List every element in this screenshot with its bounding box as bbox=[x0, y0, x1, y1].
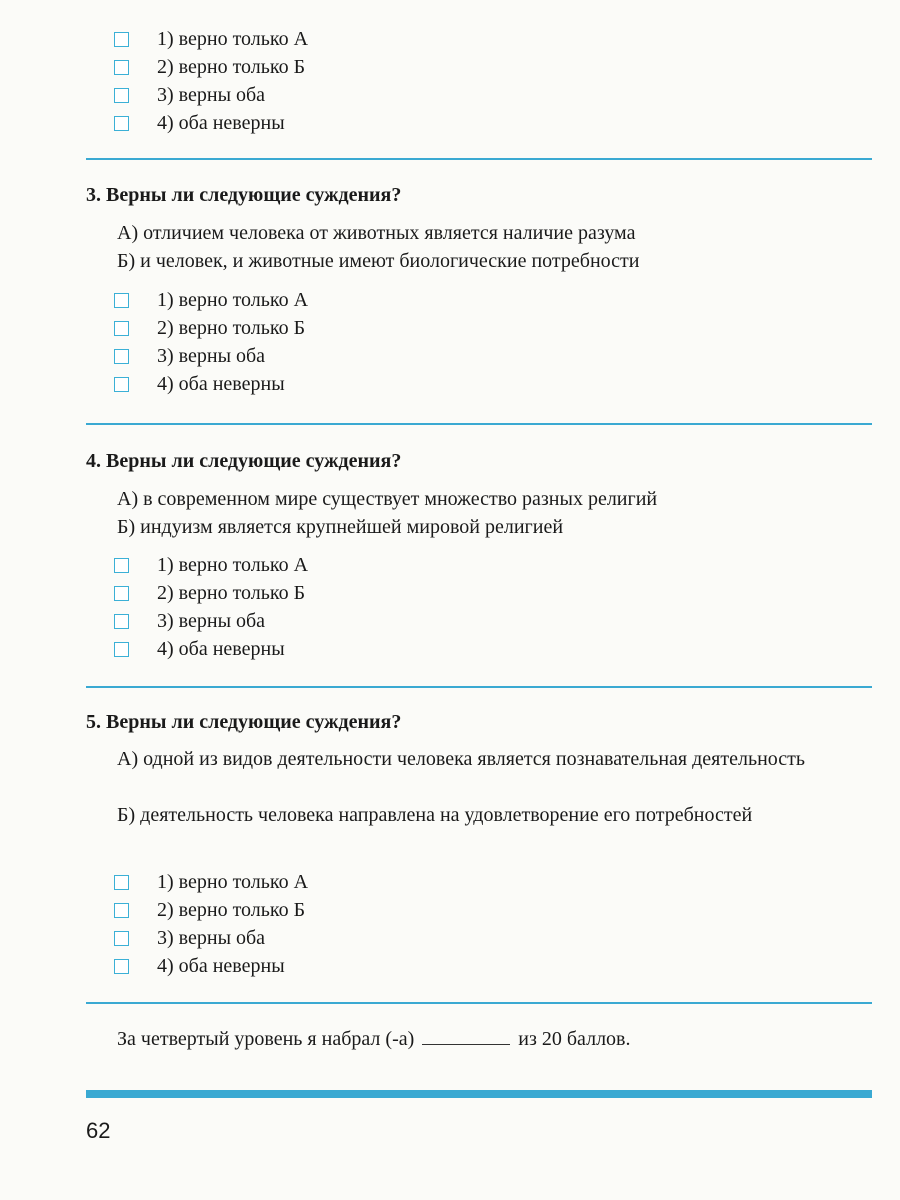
checkbox[interactable] bbox=[114, 903, 129, 918]
checkbox[interactable] bbox=[114, 959, 129, 974]
checkbox[interactable] bbox=[114, 321, 129, 336]
q4-title: 4. Верны ли следующие суждения? bbox=[86, 450, 402, 472]
checkbox[interactable] bbox=[114, 642, 129, 657]
section-divider bbox=[86, 423, 872, 425]
section-divider bbox=[86, 1002, 872, 1004]
score-prefix: За четвертый уровень я набрал (-а) bbox=[117, 1028, 415, 1050]
q5-title: 5. Верны ли следующие суждения? bbox=[86, 711, 402, 733]
checkbox[interactable] bbox=[114, 377, 129, 392]
checkbox[interactable] bbox=[114, 60, 129, 75]
checkbox[interactable] bbox=[114, 614, 129, 629]
q5-statement-b: Б) деятельность человека направлена на удовлетворение его потребностей bbox=[117, 804, 753, 826]
section-divider bbox=[86, 686, 872, 688]
checkbox[interactable] bbox=[114, 875, 129, 890]
score-line bbox=[117, 1028, 631, 1051]
checkbox[interactable] bbox=[114, 931, 129, 946]
score-suffix: из 20 баллов. bbox=[518, 1028, 631, 1050]
checkbox[interactable] bbox=[114, 558, 129, 573]
page-number: 62 bbox=[86, 1118, 111, 1143]
checkbox[interactable] bbox=[114, 116, 129, 131]
q4-statement-b: Б) индуизм является крупнейшей мировой религией bbox=[117, 516, 564, 538]
checkbox[interactable] bbox=[114, 586, 129, 601]
checkbox[interactable] bbox=[114, 349, 129, 364]
checkbox[interactable] bbox=[114, 32, 129, 47]
q3-statement-a: А) отличием человека от животных является наличие разума bbox=[117, 222, 636, 244]
checkbox[interactable] bbox=[114, 293, 129, 308]
section-divider bbox=[86, 158, 872, 160]
q5-statement-a: А) одной из видов деятельности человека является познавательная деятельность bbox=[117, 748, 806, 770]
q4-statement-a: А) в современном мире существует множество разных религий bbox=[117, 488, 658, 510]
footer-bar bbox=[86, 1090, 872, 1098]
q3-statement-b: Б) и человек, и животные имеют биологические потребности bbox=[117, 250, 640, 272]
score-blank[interactable] bbox=[422, 1043, 510, 1045]
q3-title: 3. Верны ли следующие суждения? bbox=[86, 184, 402, 206]
checkbox[interactable] bbox=[114, 88, 129, 103]
